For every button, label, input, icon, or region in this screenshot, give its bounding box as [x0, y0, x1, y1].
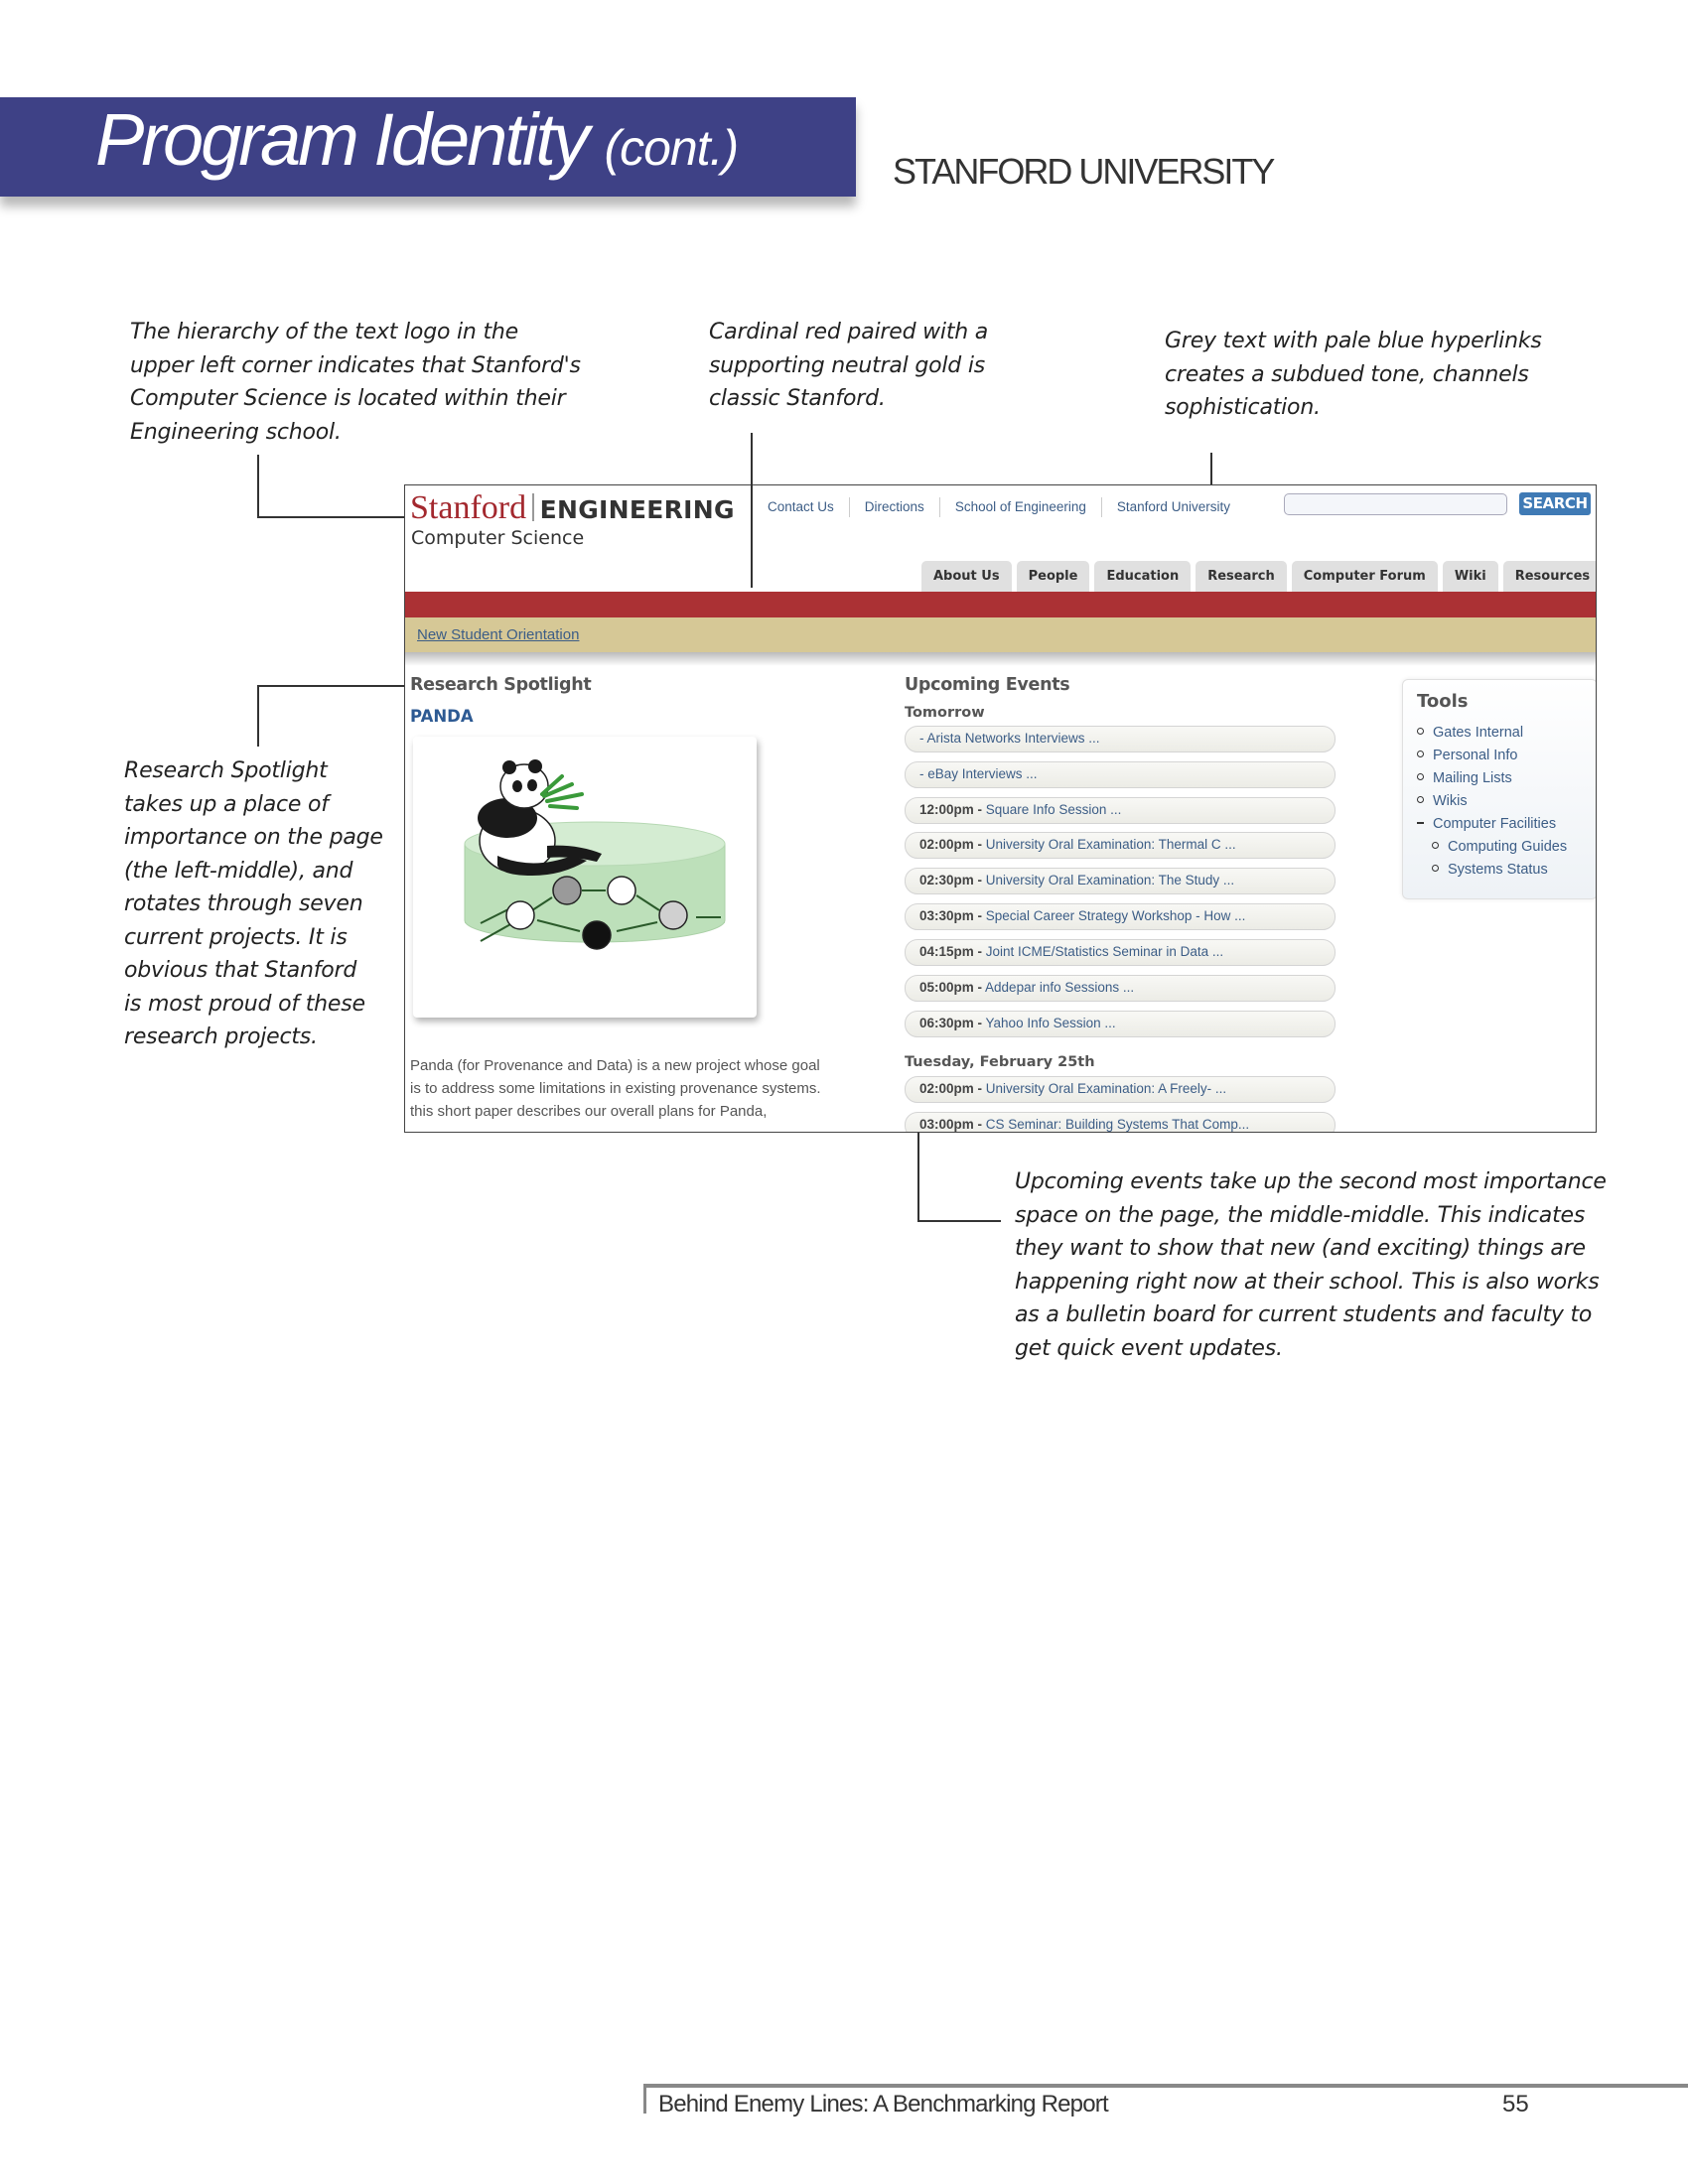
leader-line: [1210, 453, 1212, 485]
tool-link-computer-facilities[interactable]: [1417, 816, 1556, 832]
event-title: Addepar info Sessions ...: [982, 980, 1135, 995]
footer-report-title: Behind Enemy Lines: A Benchmarking Report: [658, 2091, 1108, 2117]
event-title: Joint ICME/Statistics Seminar in Data ...: [982, 944, 1224, 959]
tool-link-personal-info[interactable]: [1417, 748, 1517, 763]
tool-link-systems-status[interactable]: [1432, 862, 1548, 878]
event-item[interactable]: [905, 761, 1336, 788]
tool-label: Computing Guides: [1448, 839, 1568, 855]
nav-tab-computer-forum[interactable]: Computer Forum: [1292, 561, 1438, 592]
nav-tab-about-us[interactable]: About Us: [921, 561, 1012, 592]
description-line: is to address some limitations in existing provenance systems.: [410, 1080, 821, 1097]
tool-label: Gates Internal: [1433, 725, 1524, 741]
annotation-line: Grey text with pale blue hyperlinks: [1165, 329, 1542, 353]
annotation-line: rotates through seven: [124, 891, 363, 916]
event-item[interactable]: [905, 797, 1336, 824]
page-title: [95, 98, 739, 181]
event-item[interactable]: [905, 1112, 1336, 1133]
event-item[interactable]: [905, 868, 1336, 894]
link-school-of-engineering[interactable]: School of Engineering: [939, 497, 1101, 517]
tool-label: Wikis: [1433, 793, 1468, 809]
event-title: Yahoo Info Session ...: [982, 1016, 1116, 1030]
logo-annotation: [130, 316, 581, 449]
event-item[interactable]: [905, 939, 1336, 966]
leader-line: [257, 685, 259, 747]
bullet-icon: [1432, 842, 1439, 849]
event-title: University Oral Examination: Thermal C ...: [982, 837, 1236, 852]
annotation-line: sophistication.: [1165, 395, 1321, 420]
nav-tab-people[interactable]: People: [1017, 561, 1090, 592]
event-item[interactable]: [905, 903, 1336, 930]
search-input[interactable]: [1284, 493, 1507, 515]
tool-link-gates-internal[interactable]: [1417, 725, 1523, 741]
search-button[interactable]: SEARCH: [1519, 492, 1591, 515]
annotation-line: happening right now at their school. This is also works: [1015, 1269, 1600, 1295]
annotation-line: takes up a place of: [124, 791, 329, 817]
spotlight-annotation: [124, 754, 383, 1054]
bullet-icon: [1432, 865, 1439, 872]
annotation-line: Engineering school.: [130, 419, 342, 445]
panda-project-image[interactable]: [413, 737, 757, 1018]
annotation-line: get quick event updates.: [1015, 1335, 1283, 1361]
nav-tab-research[interactable]: Research: [1196, 561, 1287, 592]
event-title: University Oral Examination: A Freely- ...: [982, 1081, 1227, 1096]
nav-tab-resources[interactable]: Resources: [1503, 561, 1597, 592]
event-time: 02:00pm -: [919, 837, 983, 852]
annotation-line: research projects.: [124, 1024, 318, 1049]
event-time: 06:30pm -: [919, 1016, 983, 1030]
collapse-dash-icon: [1417, 822, 1424, 824]
tool-label: Mailing Lists: [1433, 770, 1512, 786]
site-logo[interactable]: [410, 489, 735, 527]
bar-shadow: [405, 652, 1596, 666]
page-number: 55: [1502, 2091, 1529, 2117]
tool-link-wikis[interactable]: [1417, 793, 1468, 809]
spotlight-description: [410, 1054, 852, 1123]
description-line: this short paper describes our overall plans for Panda,: [410, 1103, 768, 1120]
link-contact-us[interactable]: Contact Us: [768, 499, 834, 514]
research-spotlight-heading: Research Spotlight: [410, 675, 592, 695]
annotation-line: Computer Science is located within their: [130, 386, 566, 411]
new-student-orientation-link[interactable]: New Student Orientation: [417, 626, 580, 643]
leader-line: [751, 433, 753, 588]
tool-label: Computer Facilities: [1433, 816, 1557, 832]
bullet-icon: [1417, 796, 1424, 803]
event-item[interactable]: [905, 1011, 1336, 1037]
event-title: Square Info Session ...: [982, 802, 1122, 817]
footer-rule: [643, 2084, 1688, 2088]
bullet-icon: [1417, 773, 1424, 780]
events-annotation: [1015, 1165, 1607, 1365]
annotation-line: they want to show that new (and exciting) things are: [1015, 1236, 1586, 1261]
leader-line: [917, 1220, 1001, 1222]
event-day-heading: Tuesday, February 25th: [905, 1054, 1095, 1070]
panda-database-illustration: [413, 737, 757, 1018]
tools-panel: [1402, 679, 1597, 899]
link-directions[interactable]: Directions: [849, 497, 939, 517]
annotation-line: creates a subdued tone, channels: [1165, 361, 1529, 387]
event-title: - Arista Networks Interviews ...: [919, 731, 1100, 746]
annotation-line: Research Spotlight: [124, 758, 328, 783]
leader-line: [257, 685, 406, 687]
color-annotation: [709, 316, 988, 416]
annotation-line: The hierarchy of the text logo in the: [130, 320, 518, 344]
event-title: - eBay Interviews ...: [919, 766, 1038, 781]
subject-heading: STANFORD UNIVERSITY: [893, 151, 1274, 192]
event-time: 03:00pm -: [919, 1117, 983, 1132]
nav-tab-wiki[interactable]: Wiki: [1443, 561, 1498, 592]
spotlight-project-title[interactable]: PANDA: [410, 707, 474, 726]
event-item[interactable]: [905, 832, 1336, 859]
annotation-line: Cardinal red paired with a: [709, 320, 989, 344]
tool-link-computing-guides[interactable]: [1432, 839, 1567, 855]
annotation-line: is most proud of these: [124, 991, 365, 1017]
event-time: 02:00pm -: [919, 1081, 983, 1096]
event-time: 02:30pm -: [919, 873, 983, 887]
annotation-line: classic Stanford.: [709, 386, 886, 411]
leader-line: [257, 455, 259, 517]
annotation-line: obvious that Stanford: [124, 958, 357, 983]
event-item[interactable]: [905, 726, 1336, 752]
tool-label: Systems Status: [1448, 862, 1548, 878]
cardinal-red-bar: [405, 592, 1596, 617]
bullet-icon: [1417, 728, 1424, 735]
annotation-line: (the left-middle), and: [124, 858, 353, 884]
annotation-line: as a bulletin board for current students and faculty to: [1015, 1302, 1593, 1327]
website-screenshot: [404, 484, 1597, 1133]
leader-line: [917, 1132, 919, 1221]
event-time: 04:15pm -: [919, 944, 983, 959]
description-line: Panda (for Provenance and Data) is a new project whose goal: [410, 1057, 820, 1074]
event-item[interactable]: [905, 975, 1336, 1002]
upcoming-events-heading: Upcoming Events: [905, 675, 1070, 695]
leader-line: [257, 516, 406, 518]
annotation-line: importance on the page: [124, 825, 383, 850]
annotation-line: supporting neutral gold is: [709, 352, 986, 378]
annotation-line: Upcoming events take up the second most importance: [1015, 1169, 1607, 1194]
main-nav: [921, 561, 1597, 592]
tool-label: Personal Info: [1433, 748, 1518, 763]
event-time: 12:00pm -: [919, 802, 983, 817]
utility-links: [753, 497, 1245, 517]
logo-engineering: ENGINEERING: [539, 495, 735, 524]
gold-announcement-bar: [405, 617, 1596, 652]
page-title-suffix: (cont.): [604, 120, 739, 176]
tool-link-mailing-lists[interactable]: [1417, 770, 1512, 786]
event-title: CS Seminar: Building Systems That Comp...: [982, 1117, 1250, 1132]
tools-heading: Tools: [1417, 691, 1469, 712]
event-title: Special Career Strategy Workshop - How ...: [982, 908, 1246, 923]
event-time: 03:30pm -: [919, 908, 983, 923]
footer-tick: [643, 2084, 646, 2114]
event-item[interactable]: [905, 1076, 1336, 1103]
logo-department: Computer Science: [411, 527, 585, 549]
event-time: 05:00pm -: [919, 980, 983, 995]
event-day-heading: Tomorrow: [905, 705, 985, 721]
nav-tab-education[interactable]: Education: [1094, 561, 1191, 592]
annotation-line: upper left corner indicates that Stanford's: [130, 352, 581, 378]
text-annotation: [1165, 325, 1542, 425]
logo-divider: [532, 493, 534, 521]
logo-stanford: Stanford: [410, 489, 527, 526]
event-title: University Oral Examination: The Study ...: [982, 873, 1235, 887]
bullet-icon: [1417, 751, 1424, 757]
annotation-line: current projects. It is: [124, 924, 348, 950]
page-title-text: Program Identity: [95, 98, 587, 181]
link-stanford-university[interactable]: Stanford University: [1101, 497, 1245, 517]
annotation-line: space on the page, the middle-middle. This indicates: [1015, 1202, 1586, 1228]
